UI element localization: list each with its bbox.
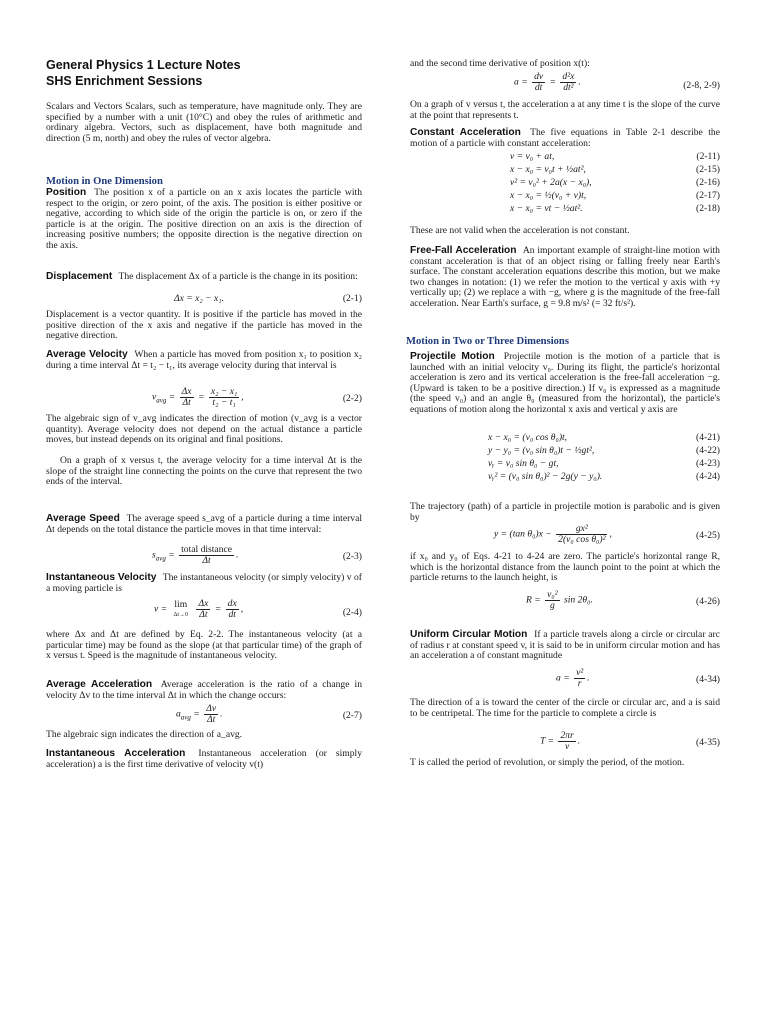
- uniform-circular-motion-text: If a particle travels along a circle or circular arc of radius r at constant speed v, it is said to be in uniform circular motion and has an acceleration a of constant magnitude: [410, 629, 720, 662]
- range-paragraph: if x₀ and y₀ of Eqs. 4-21 to 4-24 are zero. The particle's horizontal range R, which is the horizontal distance from the launch point to the point at which the particle returns to the launch height, is: [410, 551, 720, 584]
- constant-acceleration-equation-expression: x − x₀ = ½(v₀ + v)t,: [510, 190, 587, 201]
- constant-acceleration-note: These are not valid when the acceleration is not constant.: [410, 225, 630, 236]
- period-paragraph: T is called the period of revolution, or simply the period, of the motion.: [410, 757, 685, 768]
- average-acceleration-text: Average acceleration is the ratio of a change in velocity Δv to the time interval Δt in which the change occurs:: [46, 679, 363, 701]
- equation-4-34-number: (4-34): [696, 674, 720, 685]
- equation-4-35: [410, 731, 720, 755]
- free-fall-paragraph: [410, 246, 720, 310]
- slope-paragraph: On a graph of v versus t, the acceleration a at any time t is the slope of the curve at the point that represents t.: [410, 99, 720, 121]
- equation-2-2-expression: $v_{avg}$ = $\frac{\Delta x}{\Delta t}$ = $\frac{\text{x₂ − x₁}}{\text{t₂ − t₁}}$ ,: [152, 386, 244, 408]
- instantaneous-velocity-heading: Instantaneous Velocity: [46, 572, 157, 583]
- constant-acceleration-equation-row: [410, 177, 720, 190]
- position-heading: Position: [46, 187, 87, 198]
- projectile-motion-equations: [410, 432, 720, 484]
- average-speed-text: The average speed s_avg of a particle during a time interval Δt depends on the total distance the particle moves in that time interval:: [46, 513, 362, 535]
- projectile-equation-number: (4-22): [696, 445, 720, 456]
- average-velocity-text: When a particle has moved from position x₁ to position x₂ during a time interval Δt = t₂ − t₁, its average velocity during that interval is: [46, 349, 362, 371]
- average-acceleration-paragraph: [46, 680, 362, 701]
- trajectory-paragraph: The trajectory (path) of a particle in projectile motion is parabolic and is given by: [410, 501, 720, 523]
- projectile-equation-expression: y − y₀ = (v₀ sin θ₀)t − ½gt²,: [488, 445, 595, 456]
- instantaneous-acceleration-heading: Instantaneous Acceleration: [46, 748, 186, 759]
- page-title: General Physics 1 Lecture Notes: [46, 58, 241, 72]
- projectile-equation-number: (4-24): [696, 471, 720, 482]
- equation-4-35-expression: T = $\frac{2\pi r}{v}$ .: [540, 730, 581, 752]
- equation-4-34-expression: a = $\frac{\text{v²}}{r}$ .: [556, 667, 590, 689]
- projectile-motion-heading: Projectile Motion: [410, 351, 495, 362]
- average-speed-heading: Average Speed: [46, 513, 120, 524]
- constant-acceleration-equation-number: (2-17): [696, 190, 720, 201]
- average-acceleration-paragraph-2: The algebraic sign indicates the direction of a_avg.: [46, 729, 243, 740]
- constant-acceleration-paragraph: [410, 128, 720, 149]
- instantaneous-acceleration-paragraph: [46, 749, 362, 770]
- second-derivative-text: and the second time derivative of position x(t):: [410, 58, 590, 69]
- constant-acceleration-equations: [410, 151, 720, 216]
- equation-2-7-number: (2-7): [342, 710, 362, 721]
- projectile-equation-expression: vᵧ² = (v₀ sin θ₀)² − 2g(y − y₀).: [488, 471, 603, 482]
- position-paragraph: [46, 188, 362, 252]
- equation-4-25: [410, 524, 720, 548]
- constant-acceleration-equation-expression: v² = v₀² + 2a(x − x₀),: [510, 177, 592, 188]
- equation-2-3-number: (2-3): [342, 551, 362, 562]
- average-velocity-paragraph-2: The algebraic sign of v_avg indicates the direction of motion (v_avg is a vector quantity). Average velocity does not depend on the actual distance a particle moves, but instead depends on its original and final positions.: [46, 413, 362, 446]
- average-speed-paragraph: [46, 514, 362, 535]
- equation-2-8: [410, 72, 720, 98]
- instantaneous-velocity-paragraph: [46, 573, 362, 594]
- constant-acceleration-equation-expression: x − x₀ = vt − ½at².: [510, 203, 583, 214]
- equation-2-1: [46, 293, 362, 307]
- instantaneous-acceleration-text: Instantaneous acceleration (or simply acceleration) a is the first time derivative of velocity v(t): [46, 748, 362, 770]
- projectile-equation-row: [410, 432, 720, 445]
- constant-acceleration-equation-number: (2-16): [696, 177, 720, 188]
- constant-acceleration-text: The five equations in Table 2-1 describe the motion of a particle with constant acceleration:: [410, 127, 720, 149]
- scalars-vectors-paragraph: Scalars and Vectors Scalars, such as temperature, have magnitude only. They are specified by a number with a unit (10°C) and obey the rules of arithmetic and ordinary algebra. Vectors, such as displacement, have both magnitude and direction (5 m, north) and obey the rules of vector algebra.: [46, 101, 362, 144]
- average-velocity-heading: Average Velocity: [46, 349, 128, 360]
- equation-4-35-number: (4-35): [696, 737, 720, 748]
- projectile-equation-expression: vᵧ = v₀ sin θ₀ − gt,: [488, 458, 559, 469]
- displacement-text: The displacement Δx of a particle is the change in its position:: [118, 271, 358, 282]
- equation-4-26: [410, 590, 720, 614]
- instantaneous-velocity-text: The instantaneous velocity (or simply velocity) v of a moving particle is: [46, 572, 362, 594]
- instantaneous-velocity-paragraph-2: where Δx and Δt are defined by Eq. 2-2. The instantaneous velocity (at a particular time) may be found as the slope (at that particular time) of the graph of x versus t. Speed is the magnitude of instantaneous velocity.: [46, 629, 362, 662]
- projectile-equation-row: [410, 458, 720, 471]
- projectile-equation-row: [410, 471, 720, 484]
- constant-acceleration-equation-number: (2-15): [696, 164, 720, 175]
- constant-acceleration-equation-row: [410, 203, 720, 216]
- projectile-equation-number: (4-21): [696, 432, 720, 443]
- equation-4-25-expression: y = (tan θ₀)x − $\frac{\text{gx²}}{\text{2(v₀ cos θ₀)²}}$ ,: [494, 523, 612, 545]
- position-text: The position x of a particle on an x axis locates the particle with respect to the origin, or zero point, of the axis. The position is either positive or negative, according to which side of the origin the particle is on, or zero if the particle is at the origin. The positive direction on an axis is the direction of increasing positive numbers; the opposite direction is the negative direction on the axis.: [46, 187, 362, 251]
- displacement-heading: Displacement: [46, 271, 113, 282]
- projectile-equation-row: [410, 445, 720, 458]
- displacement-paragraph-2: Displacement is a vector quantity. It is positive if the particle has moved in the positive direction of the x axis and negative if the particle has moved in the negative direction.: [46, 309, 362, 342]
- equation-4-25-number: (4-25): [696, 530, 720, 541]
- uniform-circular-motion-heading: Uniform Circular Motion: [410, 629, 528, 640]
- equation-2-7-expression: $a_{avg}$ = $\frac{\Delta v}{\Delta t}$ .: [176, 703, 223, 725]
- free-fall-heading: Free-Fall Acceleration: [410, 245, 517, 256]
- constant-acceleration-equation-number: (2-18): [696, 203, 720, 214]
- equation-2-8-number: (2-8, 2-9): [683, 80, 720, 91]
- page-subtitle: SHS Enrichment Sessions: [46, 74, 203, 88]
- projectile-motion-text: Projectile motion is the motion of a particle that is launched with an initial velocity v₀. During its flight, the particle's horizontal acceleration is zero and its vertical acceleration is the free-fall acceleration −g. (Upward is taken to be a positive direction.) If v₀ is expressed as a magnitude (the speed v₀) and an angle θ₀ (measured from the horizontal), the particle's equations of motion along the horizontal x axis and vertical y axis are: [410, 351, 720, 415]
- equation-2-2: [46, 387, 362, 411]
- constant-acceleration-equation-expression: x − x₀ = v₀t + ½at²,: [510, 164, 586, 175]
- free-fall-text: An important example of straight-line motion with constant acceleration is that of an object rising or falling freely near Earth's surface. The constant acceleration equations describe this motion, but we make two changes in notation: (1) we refer the motion to the vertical y axis with +y vertically up; (2) we replace a with −g, where g is the magnitude of the free-fall acceleration. Near Earth's surface, g = 9.8 m/s² (= 32 ft/s²).: [410, 245, 720, 309]
- uniform-circular-motion-paragraph: [410, 630, 720, 662]
- constant-acceleration-equation-expression: v = v₀ + at,: [510, 151, 555, 162]
- equation-2-4-number: (2-4): [342, 607, 362, 618]
- equation-2-8-expression: a = $\frac{dv}{dt}$ = $\frac{\text{d²x}}{\text{dt²}}$ .: [514, 71, 581, 93]
- equation-2-4: [46, 599, 362, 625]
- constant-acceleration-equation-row: [410, 151, 720, 164]
- section-heading-two-three-dimensions: Motion in Two or Three Dimensions: [406, 336, 569, 347]
- constant-acceleration-heading: Constant Acceleration: [410, 127, 521, 138]
- constant-acceleration-equation-row: [410, 190, 720, 203]
- projectile-equation-expression: x − x₀ = (v₀ cos θ₀)t,: [488, 432, 568, 443]
- equation-4-26-number: (4-26): [696, 596, 720, 607]
- equation-4-34: [410, 668, 720, 692]
- equation-2-3-expression: $s_{avg}$ = $\frac{\text{total distance}}{\Delta t}$ .: [152, 544, 239, 566]
- equation-2-2-number: (2-2): [342, 393, 362, 404]
- average-velocity-paragraph-3: On a graph of x versus t, the average velocity for a time interval Δt is the slope of the straight line connecting the points on the curve that represent the two ends of the interval.: [46, 455, 362, 488]
- section-heading-one-dimension: Motion in One Dimension: [46, 176, 163, 187]
- constant-acceleration-equation-row: [410, 164, 720, 177]
- equation-2-3: [46, 545, 362, 569]
- constant-acceleration-equation-number: (2-11): [696, 151, 720, 162]
- displacement-paragraph: [46, 272, 362, 283]
- projectile-motion-paragraph: [410, 352, 720, 416]
- projectile-equation-number: (4-23): [696, 458, 720, 469]
- equation-2-1-expression: Δx = x₂ − x₁.: [174, 293, 225, 304]
- average-acceleration-heading: Average Acceleration: [46, 679, 153, 690]
- centripetal-paragraph: The direction of a is toward the center of the circle or circular arc, and a is said to be centripetal. The time for the particle to complete a circle is: [410, 697, 720, 719]
- equation-2-7: [46, 704, 362, 728]
- average-velocity-paragraph: [46, 350, 362, 371]
- equation-4-26-expression: R = $\frac{\text{v₀²}}{g}$ sin 2θ₀.: [526, 589, 593, 611]
- equation-2-1-number: (2-1): [342, 293, 362, 304]
- equation-2-4-expression: v = lim Δt→0 $\frac{\Delta x}{\Delta t}$ = $\frac{dx}{dt}$ ,: [154, 598, 244, 620]
